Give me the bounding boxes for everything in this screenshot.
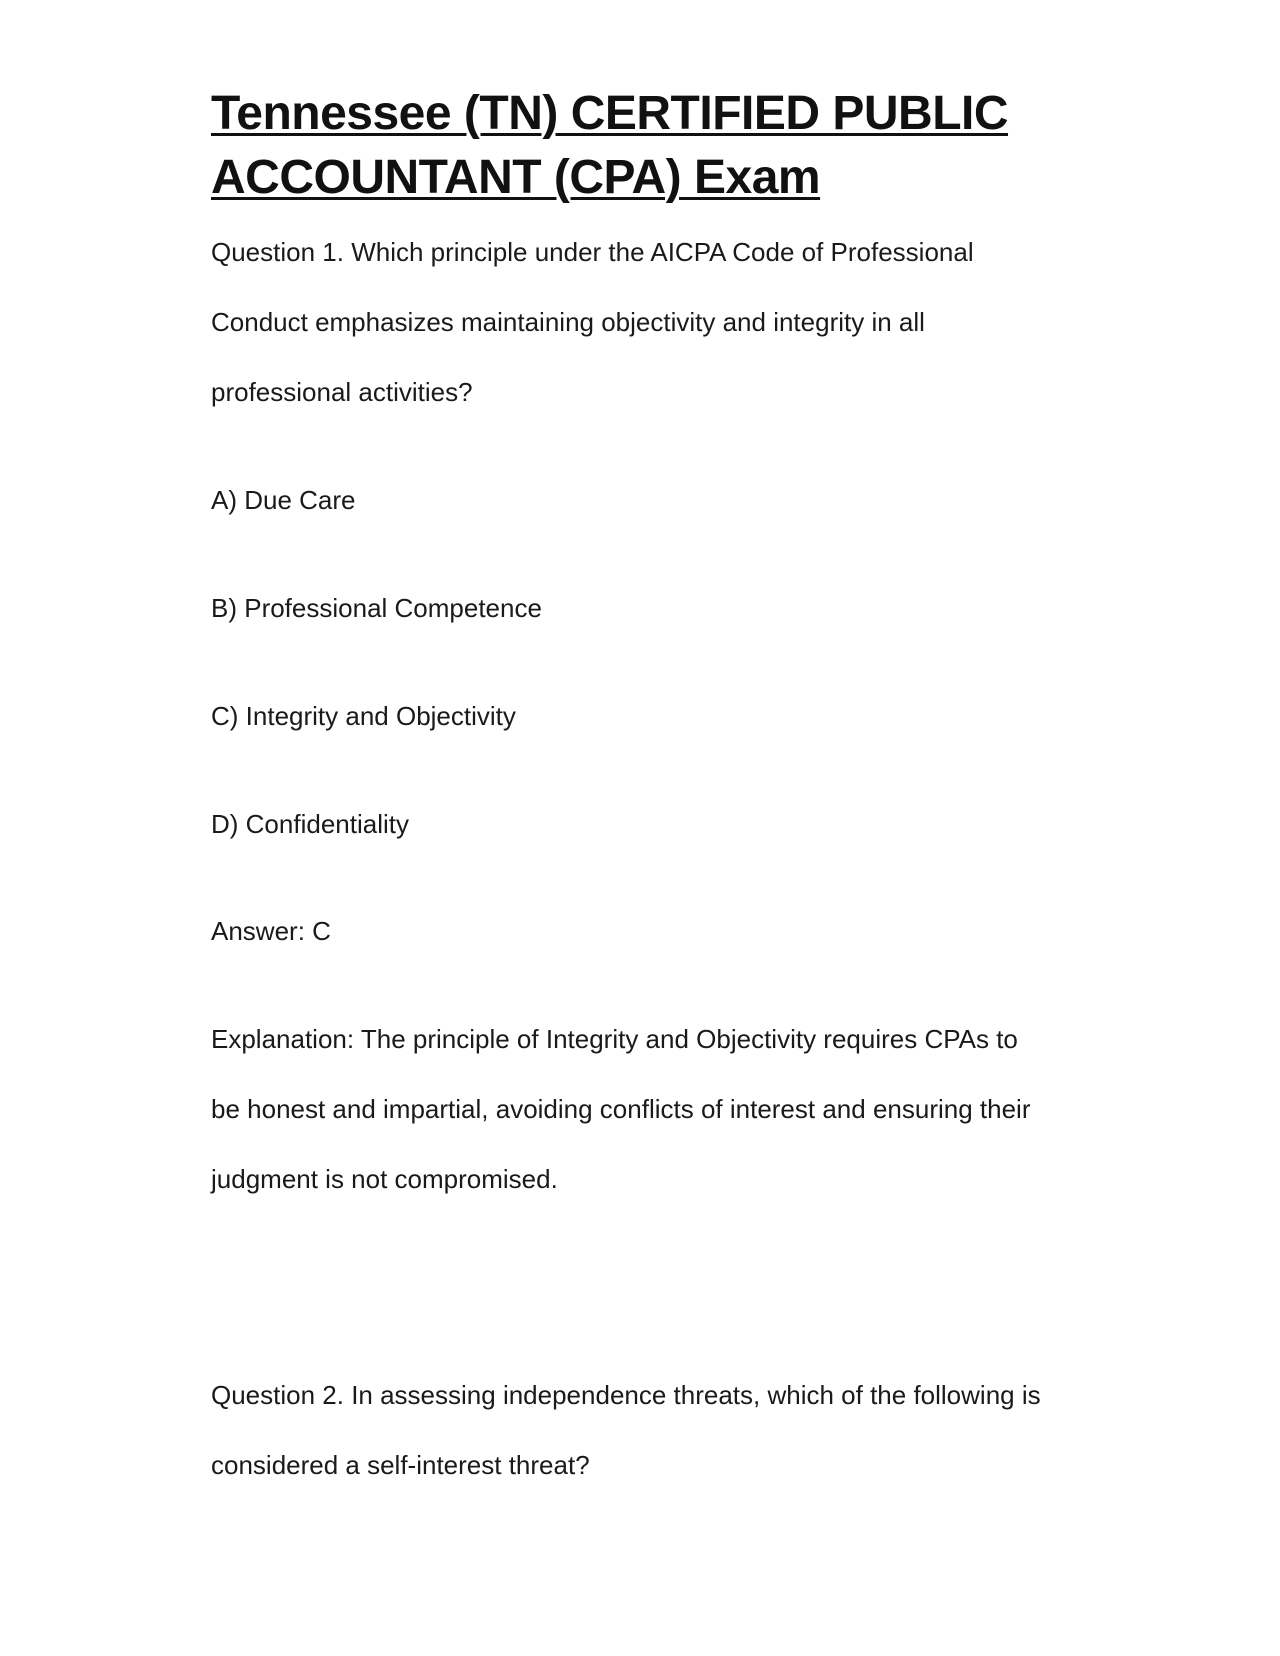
question-1-explanation-line-2: be honest and impartial, avoiding conflicts of interest and ensuring their [211,1094,1031,1124]
question-1-option-c: C) Integrity and Objectivity [211,701,516,731]
question-1-text-line-1: Question 1. Which principle under the AICPA Code of Professional [211,237,974,267]
question-2-text-line-2: considered a self-interest threat? [211,1450,590,1480]
document-title [211,82,1111,210]
question-1-explanation-line-1: Explanation: The principle of Integrity and Objectivity requires CPAs to [211,1024,1018,1054]
question-1-option-b: B) Professional Competence [211,593,542,623]
title-line-2: ACCOUNTANT (CPA) Exam [211,151,821,204]
question-1-explanation-line-3: judgment is not compromised. [211,1164,558,1194]
title-line-1: Tennessee (TN) CERTIFIED PUBLIC [211,87,1009,140]
question-1-text-line-2: Conduct emphasizes maintaining objectivity and integrity in all [211,307,925,337]
question-1-answer: Answer: C [211,916,331,946]
question-1-option-a: A) Due Care [211,485,356,515]
question-2-text-line-1: Question 2. In assessing independence threats, which of the following is [211,1380,1041,1410]
question-1-text-line-3: professional activities? [211,377,473,407]
question-1-option-d: D) Confidentiality [211,809,409,839]
